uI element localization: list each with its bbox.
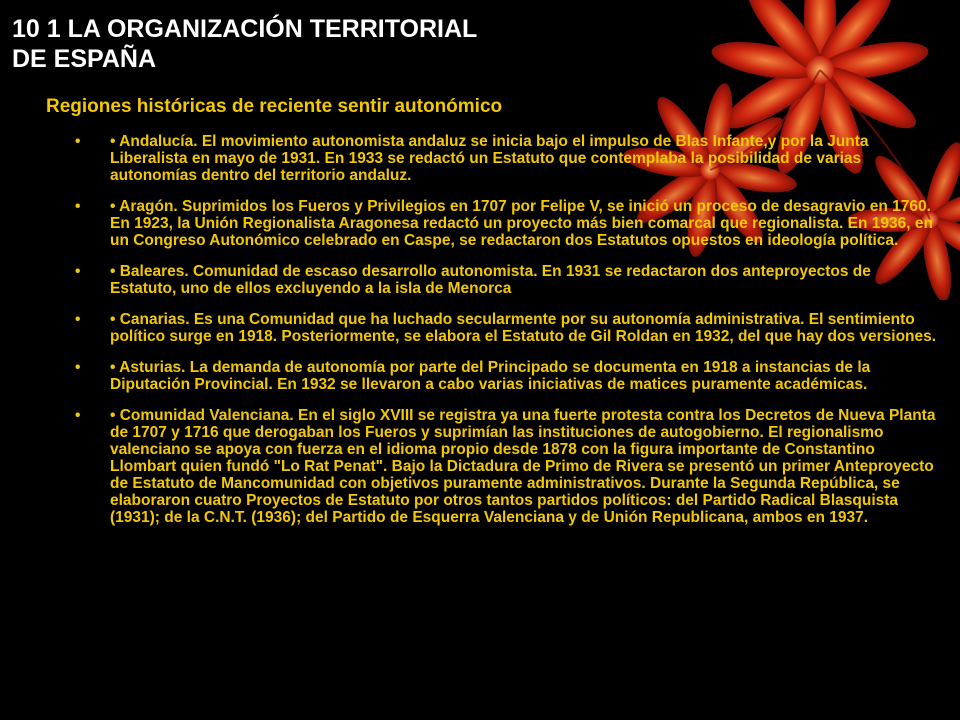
bullet-item-baleares xyxy=(70,263,940,297)
bullet-marker: • xyxy=(75,359,81,376)
bullet-text: • Aragón. Suprimidos los Fueros y Privilegios en 1707 por Felipe V, se inició un proceso de desagravio en 1760. En 1923, la Unión Regionalista Aragonesa redactó un proyecto más bien comarcal que regionalista. En 1936, en un Congreso Autonómico celebrado en Caspe, se redactaron dos Estatutos opuestos en ideología política. xyxy=(110,198,933,249)
bullet-item-andalucia xyxy=(70,133,940,184)
bullet-item-canarias xyxy=(70,311,940,345)
bullet-item-aragon xyxy=(70,198,940,249)
slide-subtitle: Regiones históricas de reciente sentir autonómico xyxy=(46,96,503,117)
slide-title-line-2: DE ESPAÑA xyxy=(12,45,157,73)
bullet-text: • Baleares. Comunidad de escaso desarrollo autonomista. En 1931 se redactaron dos anteproyectos de Estatuto, uno de ellos excluyendo a la isla de Menorca xyxy=(110,263,871,297)
bullet-marker: • xyxy=(75,133,81,150)
slide-title xyxy=(12,14,477,74)
bullet-item-asturias xyxy=(70,359,940,393)
bullet-text: • Asturias. La demanda de autonomía por parte del Principado se documenta en 1918 a instancias de la Diputación Provincial. En 1932 se llevaron a cabo varias iniciativas de matices puramente académicas. xyxy=(110,359,871,393)
slide-title-line-1: 10 1 LA ORGANIZACIÓN TERRITORIAL xyxy=(12,15,478,43)
bullet-marker: • xyxy=(75,311,81,328)
bullet-item-comunidad-valenciana xyxy=(70,407,940,526)
bullet-marker: • xyxy=(75,407,81,424)
bullet-list xyxy=(70,133,940,540)
bullet-marker: • xyxy=(75,198,81,215)
bullet-text: • Canarias. Es una Comunidad que ha luchado secularmente por su autonomía administrativa. El sentimiento político surge en 1918. Posteriormente, se elabora el Estatuto de Gil Roldan en 1932, del que hay dos versiones. xyxy=(110,311,937,345)
bullet-text: • Comunidad Valenciana. En el siglo XVIII se registra ya una fuerte protesta contra los Decretos de Nueva Planta de 1707 y 1716 que derogaban los Fueros y suprimían las instituciones de autogobierno. El regionalismo valenciano se apoya con fuerza en el idioma propio desde 1878 con la figura importante de Constantino Llombart quien fundó "Lo Rat Penat". Bajo la Dictadura de Primo de Rivera se presentó un primer Anteproyecto de Estatuto de Mancomunidad con objetivos puramente administrativos. Durante la Segunda República, se elaboraron cuatro Proyectos de Estatuto por otros tantos partidos políticos: del Partido Radical Blasquista (1931); de la C.N.T. (1936); del Partido de Esquerra Valenciana y de Unión Republicana, ambos en 1937. xyxy=(110,407,936,526)
bullet-text: • Andalucía. El movimiento autonomista andaluz se inicia bajo el impulso de Blas Infante,y por la Junta Liberalista en mayo de 1931. En 1933 se redactó un Estatuto que contemplaba la posibilidad de varias autonomías dentro del territorio andaluz. xyxy=(110,133,869,184)
bullet-marker: • xyxy=(75,263,81,280)
